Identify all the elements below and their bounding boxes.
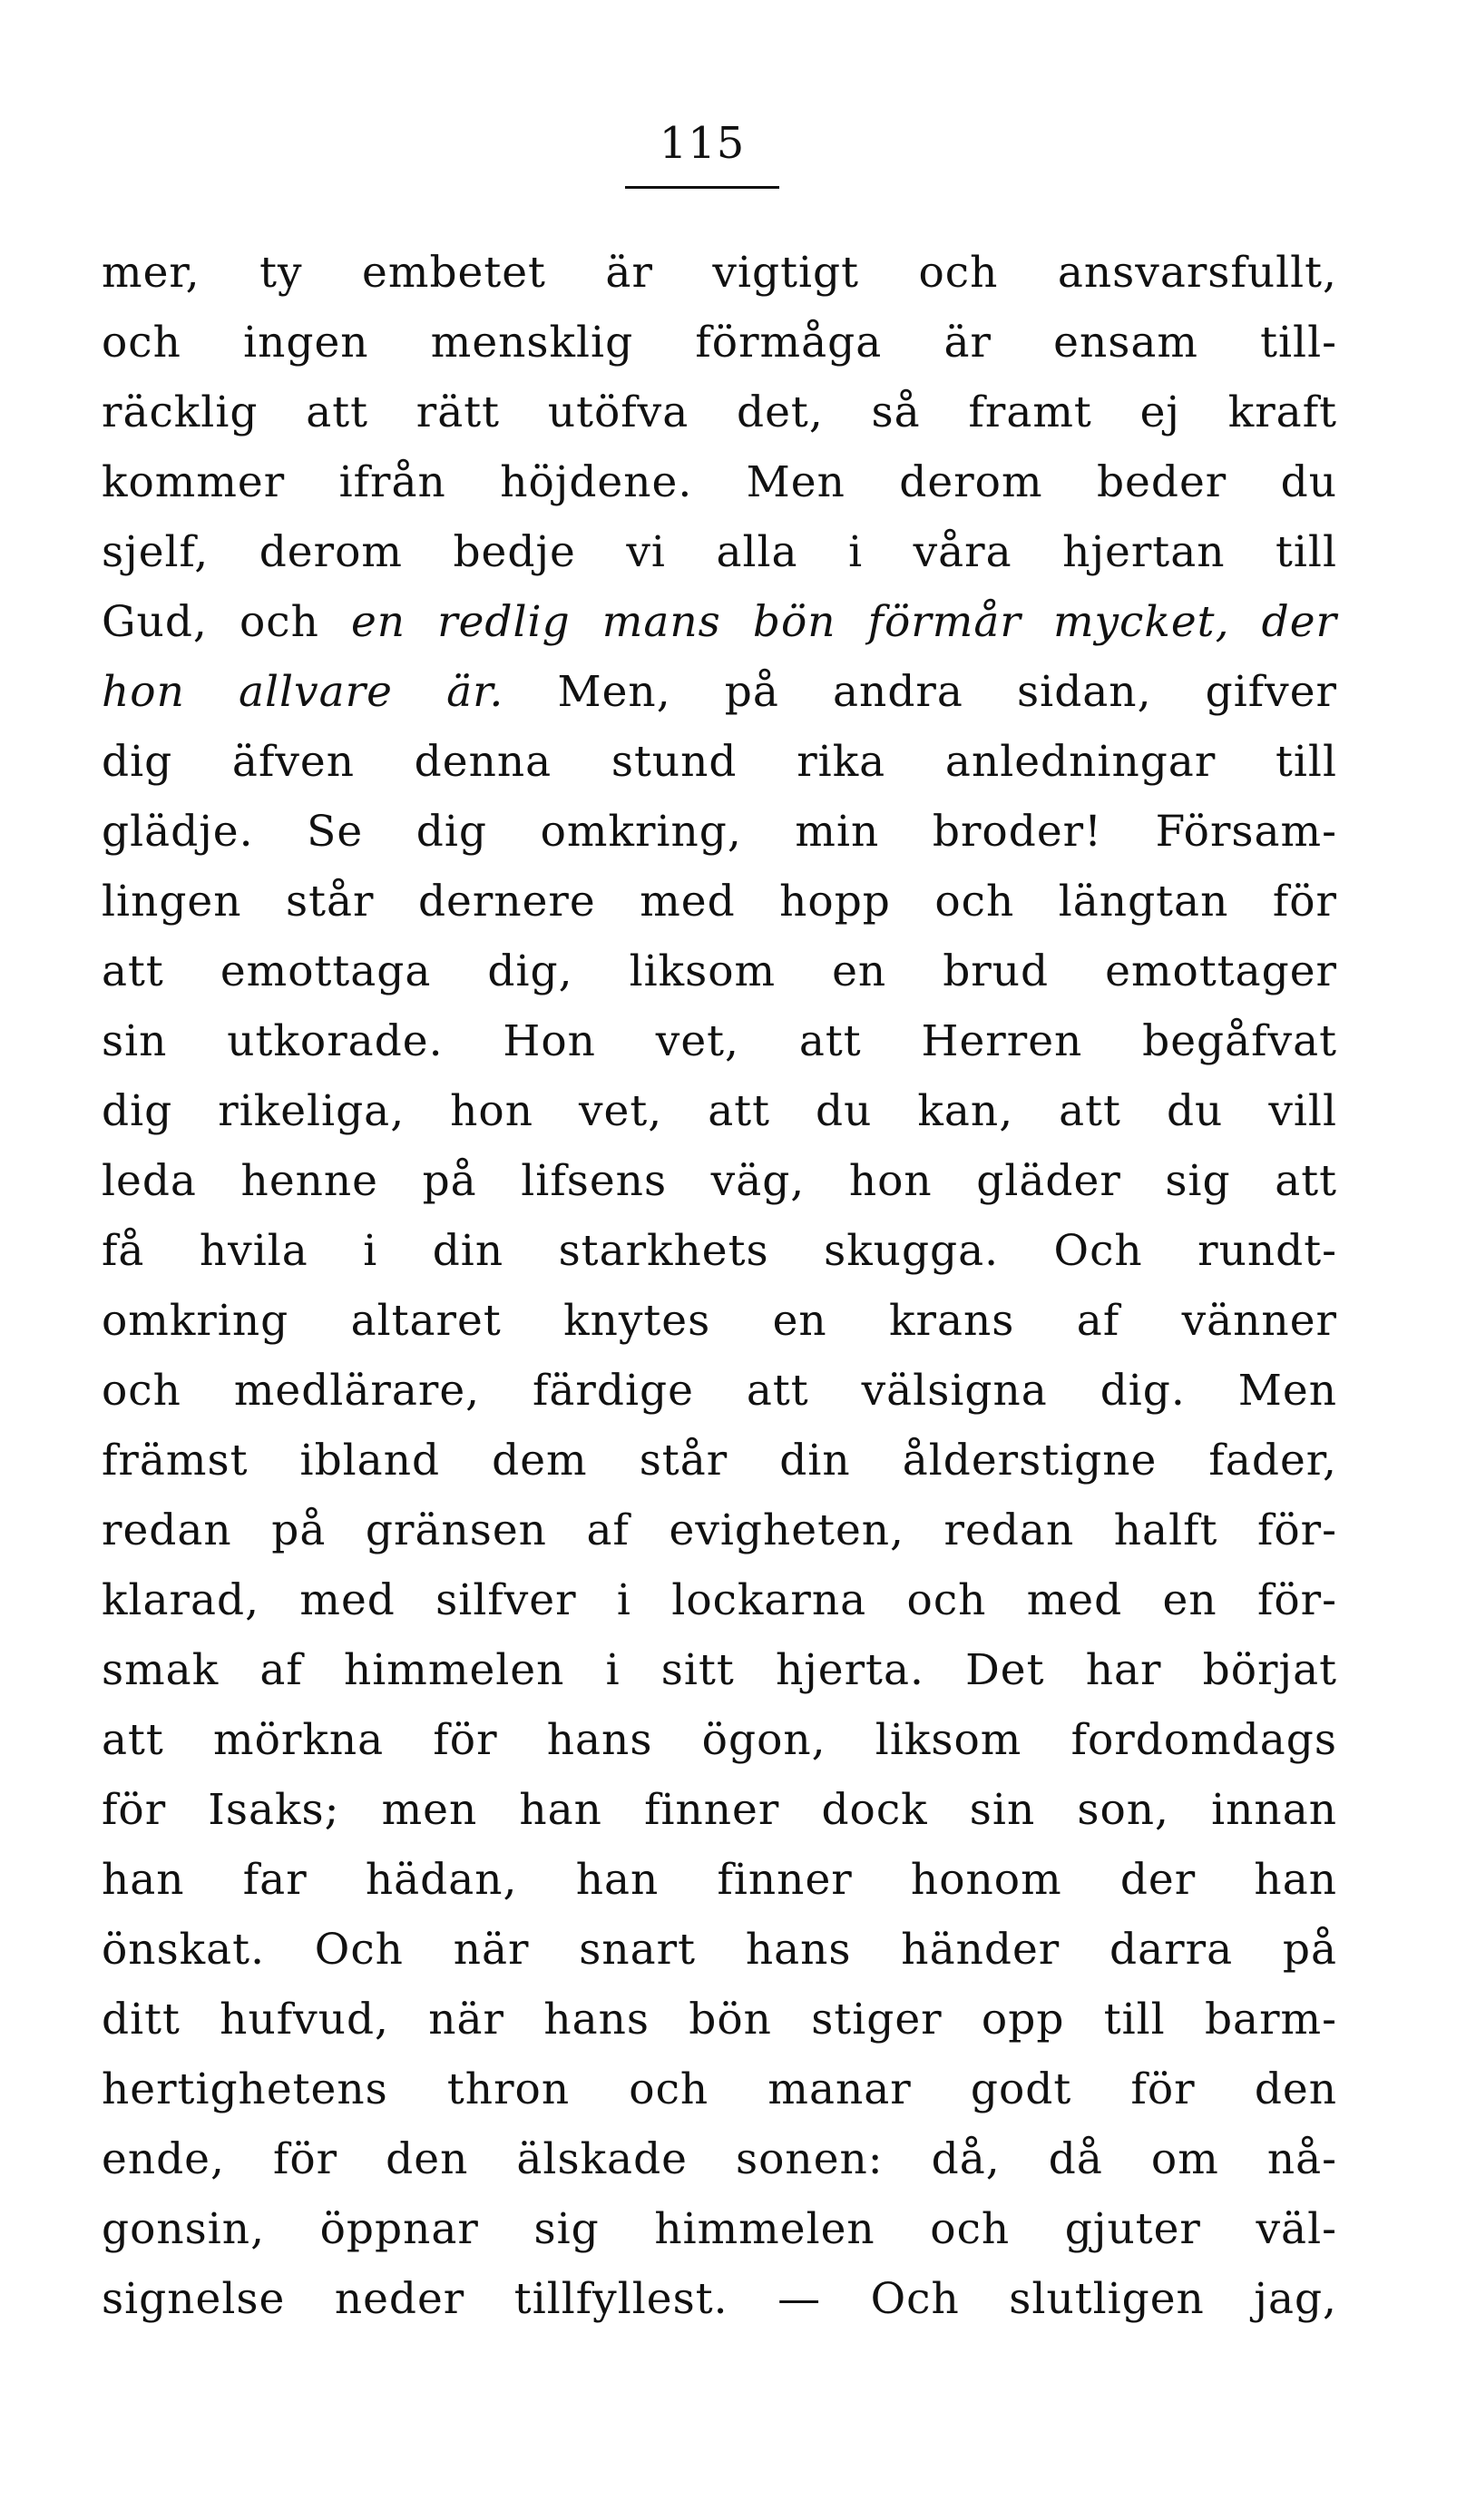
text-line: önskat. Och när snart hans händer darra på — [102, 1925, 1337, 1975]
text-line: ende, för den älskade sonen: då, då om nå- — [102, 2134, 1337, 2184]
text-line: Gud, och en redlig mans bön förmår mycket, der — [102, 597, 1337, 647]
text-line: han far hädan, han finner honom der han — [102, 1855, 1337, 1905]
text-line: ditt hufvud, när hans bön stiger opp till barm- — [102, 1995, 1337, 2044]
text-line: klarad, med silfver i lockarna och med en för- — [102, 1575, 1337, 1625]
text-line: och medlärare, färdige att välsigna dig. Men — [102, 1366, 1337, 1416]
text-line: att mörkna för hans ögon, liksom fordomdags — [102, 1715, 1337, 1765]
text-line: dig rikeliga, hon vet, att du kan, att du vill — [102, 1086, 1337, 1136]
text-line: glädje. Se dig omkring, min broder! Försam- — [102, 807, 1337, 857]
text-line: mer, ty embetet är vigtigt och ansvarsfullt, — [102, 248, 1337, 298]
text-line: sjelf, derom bedje vi alla i våra hjertan till — [102, 527, 1337, 577]
text-line: och ingen mensklig förmåga är ensam till- — [102, 318, 1337, 368]
text-line: redan på gränsen af evigheten, redan halft för- — [102, 1505, 1337, 1555]
text-line: smak af himmelen i sitt hjerta. Det har börjat — [102, 1645, 1337, 1695]
text-line: hertighetens thron och manar godt för den — [102, 2064, 1337, 2114]
text-line: hon allvare är. Men, på andra sidan, gifver — [102, 667, 1338, 717]
body-text — [102, 238, 1337, 2334]
text-line: att emottaga dig, liksom en brud emottager — [102, 946, 1337, 996]
text-line: få hvila i din starkhets skugga. Och rundt- — [102, 1226, 1337, 1276]
text-line: lingen står dernere med hopp och längtan för — [102, 877, 1337, 927]
text-line: sin utkorade. Hon vet, att Herren begåfvat — [102, 1016, 1337, 1066]
text-line: signelse neder tillfyllest. — Och slutligen jag, — [102, 2274, 1337, 2324]
italic-quote: hon allvare är. — [102, 667, 504, 717]
text-line: för Isaks; men han finner dock sin son, innan — [102, 1785, 1337, 1835]
text-line: gonsin, öppnar sig himmelen och gjuter väl- — [102, 2204, 1337, 2254]
text-line: dig äfven denna stund rika anledningar till — [102, 737, 1337, 787]
text-line: räcklig att rätt utöfva det, så framt ej kraft — [102, 387, 1337, 437]
italic-quote: en redlig mans bön förmår mycket, der — [350, 597, 1337, 647]
text-line: leda henne på lifsens väg, hon gläder sig att — [102, 1156, 1337, 1206]
text-line: främst ibland dem står din ålderstigne fader, — [102, 1436, 1337, 1486]
page-number-rule — [625, 186, 779, 189]
text-line: omkring altaret knytes en krans af vänner — [102, 1296, 1337, 1346]
text-line: kommer ifrån höjdene. Men derom beder du — [102, 457, 1337, 507]
page-number: 115 — [659, 118, 746, 169]
